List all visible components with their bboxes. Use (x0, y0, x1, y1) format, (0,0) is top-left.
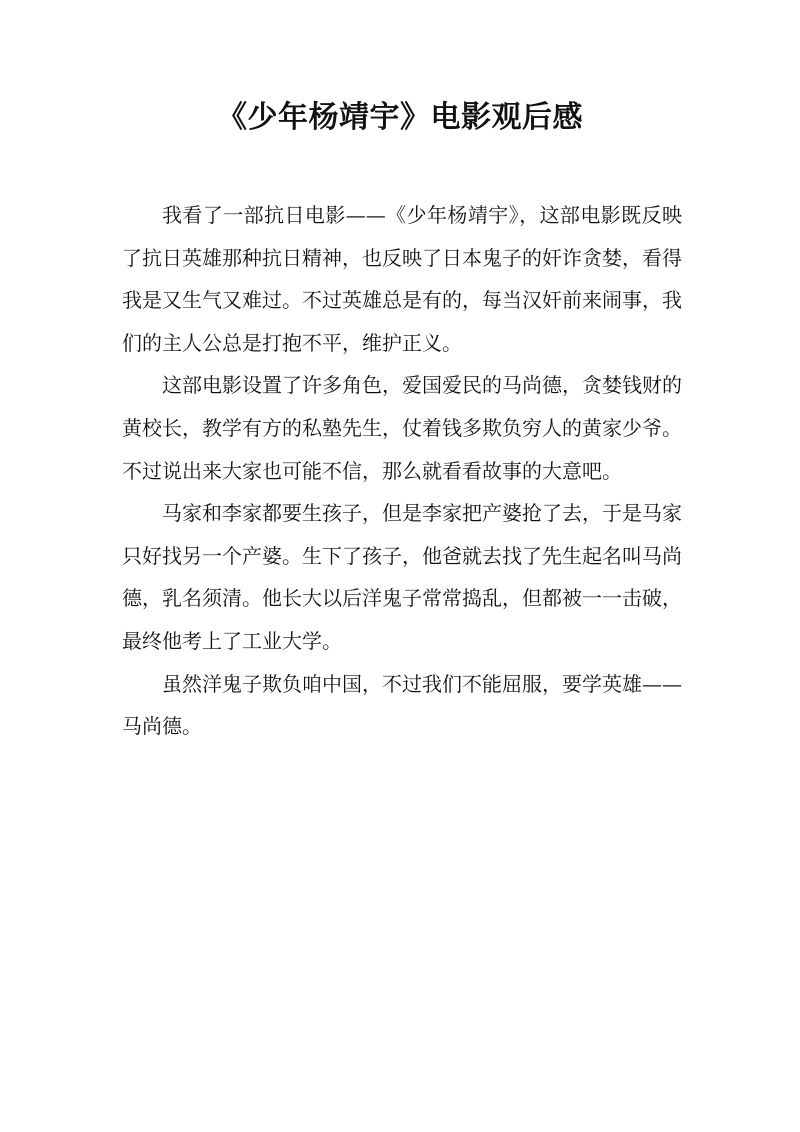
paragraph-2: 这部电影设置了许多角色，爱国爱民的马尚德，贪婪钱财的黄校长，教学有方的私塾先生，仗着钱多欺负穷人的黄家少爷。不过说出来大家也可能不信，那么就看看故事的大意吧。 (122, 373, 682, 483)
paragraph-4: 虽然洋鬼子欺负咱中国，不过我们不能屈服，要学英雄——马尚德。 (122, 671, 682, 739)
page-title: 《少年杨靖宇》电影观后感 (217, 100, 583, 135)
document-body (122, 194, 682, 748)
paragraph-1: 我看了一部抗日电影——《少年杨靖宇》，这部电影既反映了抗日英雄那种抗日精神，也反映了日本鬼子的奸诈贪婪，看得我是又生气又难过。不过英雄总是有的，每当汉奸前来闹事，我们的主人公总是打抱不平，维护正义。 (122, 203, 682, 355)
paragraph-3: 马家和李家都要生孩子，但是李家把产婆抢了去，于是马家只好找另一个产婆。生下了孩子，他爸就去找了先生起名叫马尚德，乳名须清。他长大以后洋鬼子常常捣乱，但都被一一击破，最终他考上了工业大学。 (122, 501, 682, 653)
